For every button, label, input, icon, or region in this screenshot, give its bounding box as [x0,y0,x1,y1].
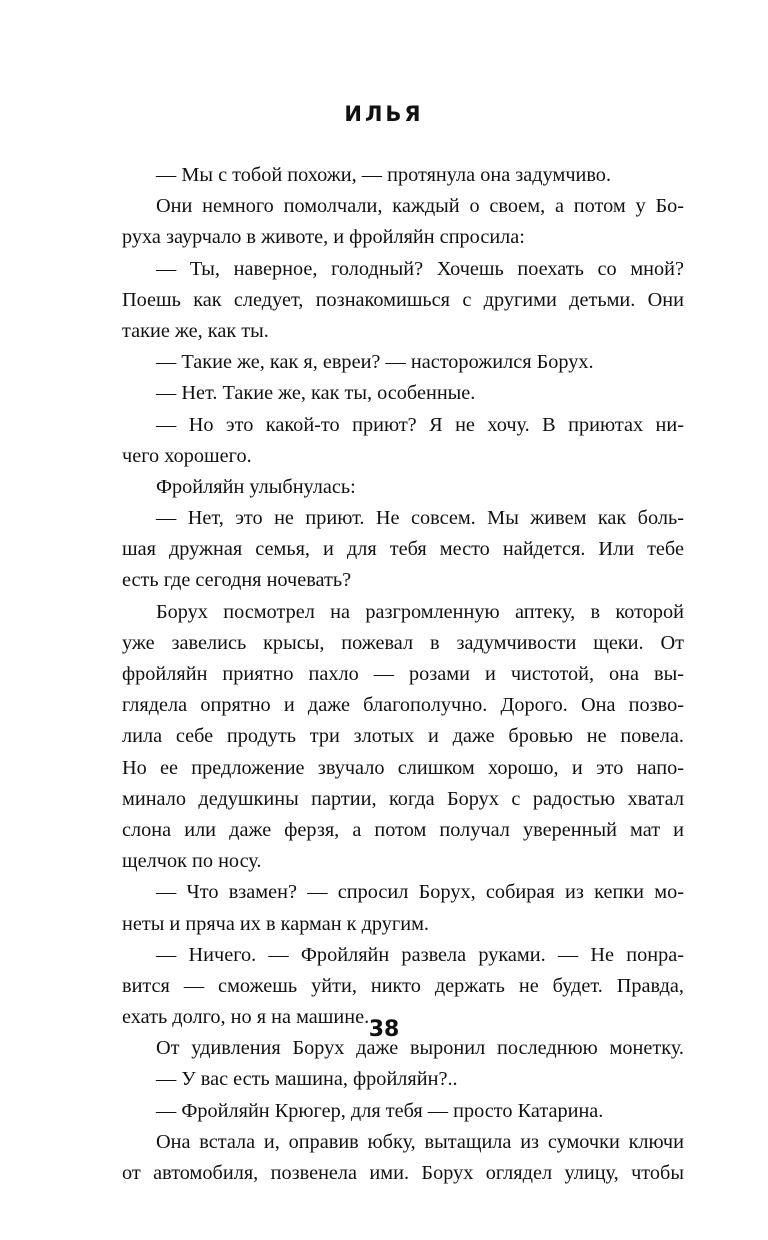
text-line: Они немного помолчали, каждый о своем, а потом у Бо- [156,195,684,218]
text-line: — Ничего. — Фройляйн развела руками. — Не понра- [156,943,684,966]
text-line: шая дружная семья, и для тебя место найдется. Или тебе [122,538,684,561]
text-line: фройляйн приятно пахло — розами и чистотой, она вы- [122,663,684,685]
text-line: ехать долго, но я на машине. [122,1006,370,1029]
text-line: — Ты, наверное, голодный? Хочешь поехать со мной? [156,257,684,280]
text-line: такие же, как ты. [122,319,269,342]
text-line: — Но это какой-то приют? Я не хочу. В приютах ни- [156,413,684,436]
text-line: Поешь как следует, познакомишься с другими детьми. Они [122,288,684,311]
text-line: От удивления Борух даже выронил последнюю монетку. [156,1037,684,1060]
text-line: Борух посмотрел на разгромленную аптеку, в которой [156,600,684,623]
text-line: руха заурчало в животе, и фройляйн спросила: [122,226,525,249]
text-line: — Нет. Такие же, как ты, особенные. [156,382,476,405]
text-line: глядела опрятно и даже благополучно. Дорого. Она позво- [122,694,684,717]
text-line: Но ее предложение звучало слишком хорошо, и это напо- [122,756,684,779]
text-line: Фройляйн улыбнулась: [156,475,356,498]
text-line: — Что взамен? — спросил Борух, собирая из кепки мо- [156,881,684,904]
text-line: лила себе продуть три злотых и даже бровью не повела. [122,725,684,748]
text-line: — Нет, это не приют. Не совсем. Мы живем как боль- [156,507,684,530]
text-line: Она встала и, оправив юбку, вытащила из сумочки ключи [156,1130,684,1153]
text-line: — Мы с тобой похожи, — протянула она задумчиво. [156,164,612,186]
text-line: уже завелись крысы, пожевал в задумчивости щеки. От [122,631,684,654]
text-line: минало дедушкины партии, когда Борух с радостью хватал [122,787,684,810]
running-head: ИЛЬЯ [344,102,424,126]
text-line: от автомобиля, позвенела ими. Борух оглядел улицу, чтобы [122,1162,684,1184]
text-line: слона или даже ферзя, а потом получал уверенный мат и [122,818,684,841]
text-line: чего хорошего. [122,444,252,467]
text-line: — Такие же, как я, евреи? — насторожился Борух. [156,351,594,374]
text-line: вится — сможешь уйти, никто держать не будет. Правда, [122,974,684,997]
text-line: неты и пряча их в карман к другим. [122,912,429,935]
text-line: щелчок по носу. [122,850,262,873]
text-line: есть где сегодня ночевать? [122,569,352,592]
text-line: — У вас есть машина, фройляйн?.. [156,1068,458,1091]
text-line: — Фройляйн Крюгер, для тебя — просто Катарина. [156,1099,604,1122]
page-number: 38 [368,1017,400,1042]
